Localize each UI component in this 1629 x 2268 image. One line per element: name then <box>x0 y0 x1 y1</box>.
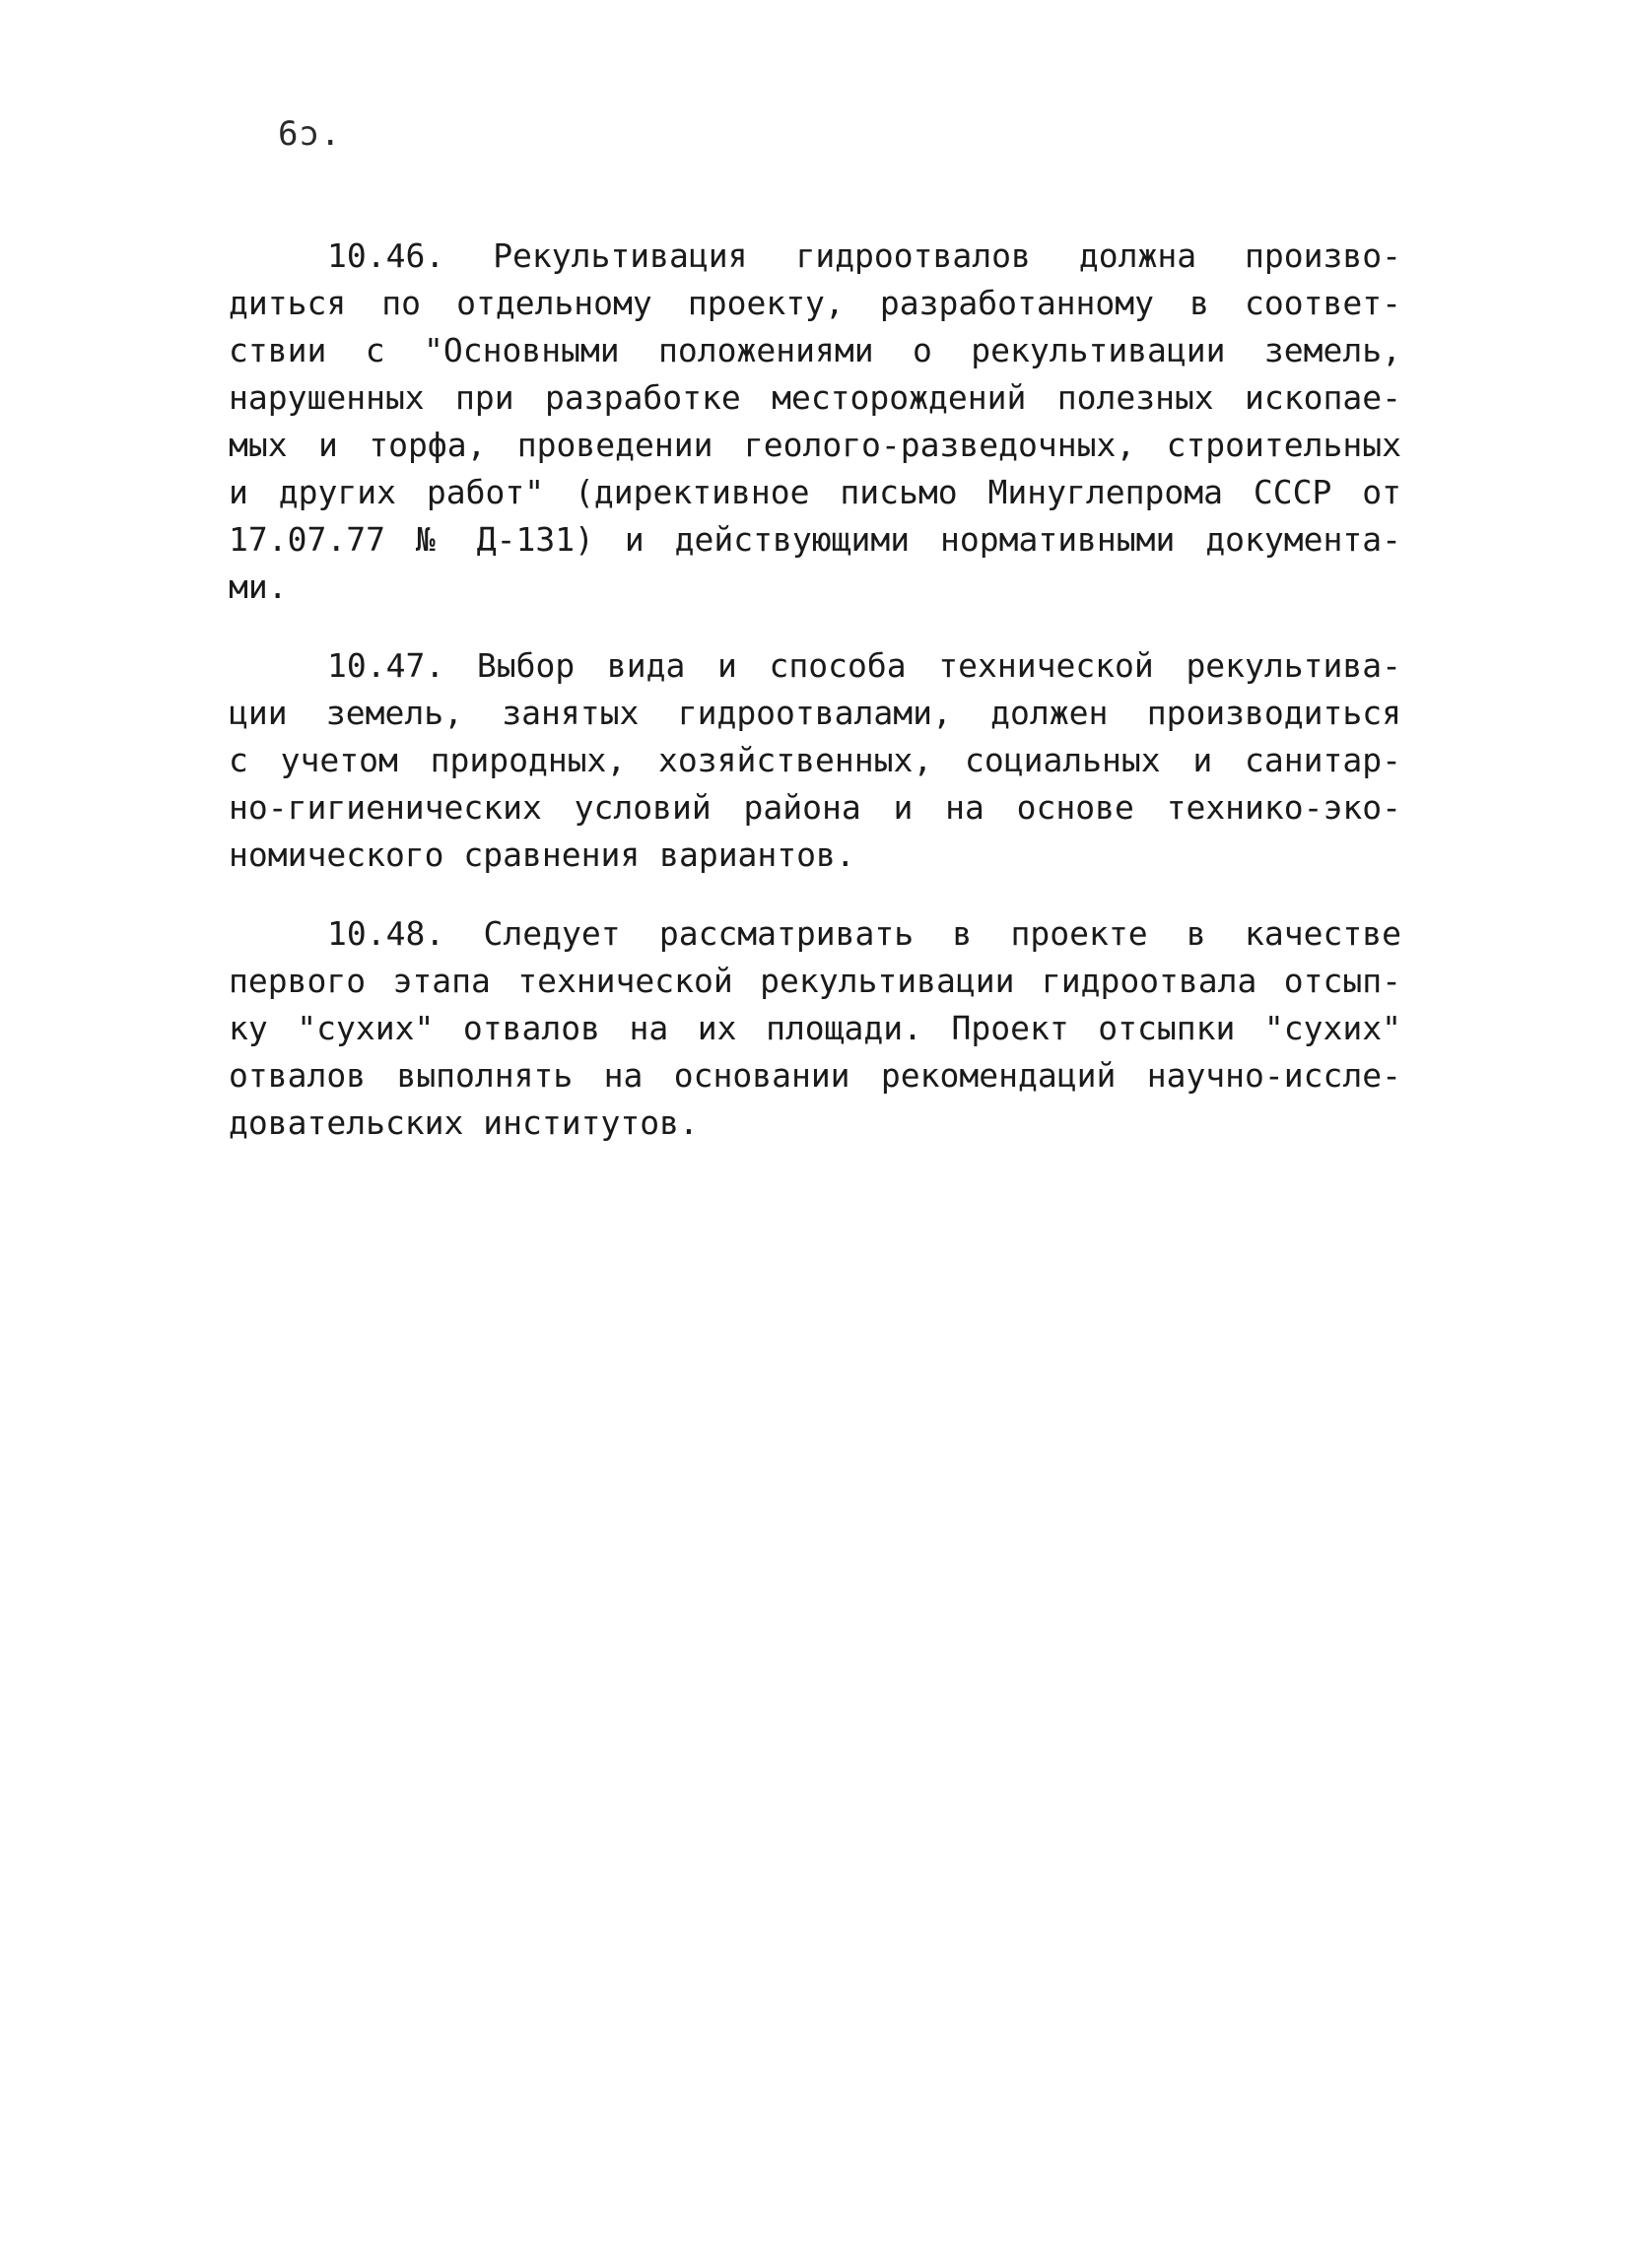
paragraph-line: 10.46. Рекультивация гидроотвалов должна произво- <box>327 236 1401 275</box>
section-10-47 <box>229 642 1401 879</box>
paragraph-line: с учетом природных, хозяйственных, социальных и санитар- <box>229 741 1401 779</box>
paragraph-line: 10.48. Следует рассматривать в проекте в качестве <box>327 914 1401 953</box>
paragraph-line: мых и торфа, проведении геолого-разведочных, строительных <box>229 426 1401 464</box>
paragraph-line: 17.07.77 № Д-131) и действующими нормативными документа- <box>229 520 1401 559</box>
paragraph-line: отвалов выполнять на основании рекомендаций научно-иссле- <box>229 1056 1401 1095</box>
paragraph-line: 10.47. Выбор вида и способа технической рекультива- <box>327 646 1401 685</box>
paragraph-line: номического сравнения вариантов. <box>229 835 855 874</box>
paragraph-line: ствии с "Основными положениями о рекультивации земель, <box>229 331 1401 369</box>
paragraph-line: довательских институтов. <box>229 1103 699 1142</box>
paragraph-line: нарушенных при разработке месторождений полезных ископае- <box>229 378 1401 417</box>
paragraph-line: первого этапа технической рекультивации гидроотвала отсып- <box>229 962 1401 1000</box>
paragraph-line: ку "сухих" отвалов на их площади. Проект отсыпки "сухих" <box>229 1009 1401 1047</box>
paragraph-line: но-гигиенических условий района и на основе технико-эко- <box>229 788 1401 827</box>
paragraph-line: ции земель, занятых гидроотвалами, должен производиться <box>229 694 1401 732</box>
section-10-46 <box>229 233 1401 611</box>
paragraph-line: диться по отдельному проекту, разработанному в соответ- <box>229 284 1401 322</box>
section-10-48 <box>229 910 1401 1147</box>
paragraph-line: и других работ" (директивное письмо Минуглепрома СССР от <box>229 473 1401 511</box>
paragraph-line: ми. <box>229 567 288 606</box>
page-number: 6ɔ. <box>278 114 342 154</box>
